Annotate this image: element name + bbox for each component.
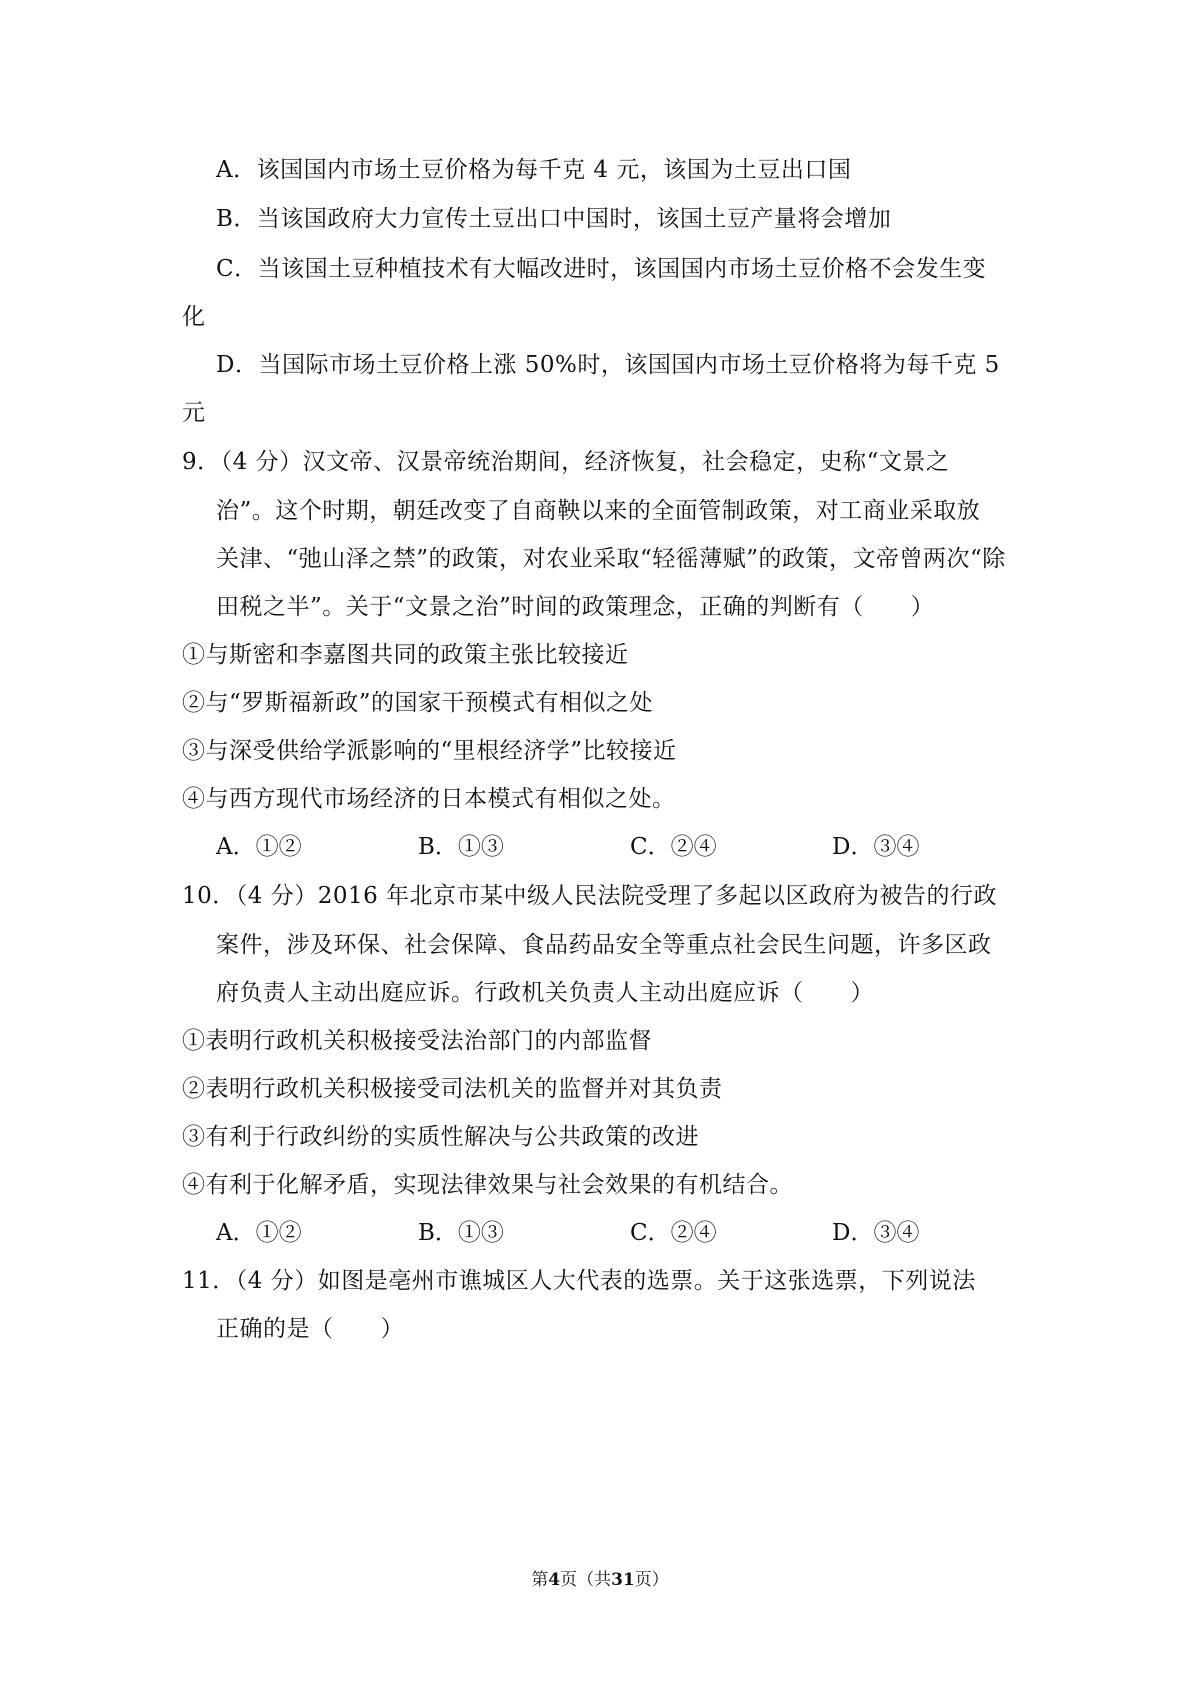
q10-stem-line3: 府负责人主动出庭应诉。行政机关负责人主动出庭应诉（ ）: [216, 980, 874, 1006]
q8-option-c-line2: 化: [182, 304, 206, 330]
q10-choice-b: B．①③: [418, 1220, 504, 1246]
page-footer: [0, 1568, 1200, 1592]
q9-choice-c: C．②④: [630, 834, 717, 860]
footer-prefix: 第: [531, 1570, 549, 1590]
q9-stem-line2: 治”。这个时期，朝廷改变了自商鞅以来的全面管制政策，对工商业采取放: [216, 498, 981, 524]
q10-choice-a: A．①②: [216, 1220, 302, 1246]
q8-option-b: B．当该国政府大力宣传土豆出口中国时，该国土豆产量将会增加: [216, 206, 892, 232]
q11-stem-line1: 11．（4 分）如图是亳州市谯城区人大代表的选票。关于这张选票，下列说法: [182, 1268, 976, 1294]
q10-item-1: ①表明行政机关积极接受法治部门的内部监督: [182, 1028, 652, 1054]
q8-option-a: A．该国国内市场土豆价格为每千克 4 元，该国为土豆出口国: [216, 157, 852, 183]
footer-middle: 页（共: [560, 1570, 612, 1590]
footer-page-number: 4: [548, 1570, 561, 1590]
q9-item-3: ③与深受供给学派影响的“里根经济学”比较接近: [182, 738, 677, 764]
q10-stem-line1: 10．（4 分）2016 年北京市某中级人民法院受理了多起以区政府为被告的行政: [182, 883, 998, 909]
footer-total-pages: 31: [611, 1570, 635, 1590]
q10-choice-d: D．③④: [832, 1220, 920, 1246]
q9-choice-d: D．③④: [832, 834, 920, 860]
q10-item-3: ③有利于行政纠纷的实质性解决与公共政策的改进: [182, 1124, 699, 1150]
q9-stem-line3: 关津、“弛山泽之禁”的政策，对农业采取“轻徭薄赋”的政策，文帝曾两次“除: [216, 546, 1006, 572]
q8-option-d-line2: 元: [182, 400, 206, 426]
q9-choice-a: A．①②: [216, 834, 302, 860]
q9-stem-line1: 9．（4 分）汉文帝、汉景帝统治期间，经济恢复，社会稳定，史称“文景之: [182, 449, 950, 475]
q9-item-1: ①与斯密和李嘉图共同的政策主张比较接近: [182, 642, 629, 668]
q8-option-c-line1: C．当该国土豆种植技术有大幅改进时，该国国内市场土豆价格不会发生变: [216, 256, 987, 282]
footer-suffix: 页）: [634, 1570, 669, 1590]
q10-stem-line2: 案件，涉及环保、社会保障、食品药品安全等重点社会民生问题，许多区政: [216, 932, 992, 958]
q10-choice-c: C．②④: [630, 1220, 717, 1246]
q10-item-4: ④有利于化解矛盾，实现法律效果与社会效果的有机结合。: [182, 1172, 793, 1198]
q9-item-4: ④与西方现代市场经济的日本模式有相似之处。: [182, 786, 676, 812]
q11-stem-line2: 正确的是（ ）: [216, 1316, 404, 1342]
q9-stem-line4: 田税之半”。关于“文景之治”时间的政策理念，正确的判断有（ ）: [216, 594, 935, 620]
q8-option-d-line1: D．当国际市场土豆价格上涨 50%时，该国国内市场土豆价格将为每千克 5: [216, 352, 1000, 378]
q9-choice-b: B．①③: [418, 834, 504, 860]
q10-item-2: ②表明行政机关积极接受司法机关的监督并对其负责: [182, 1076, 723, 1102]
q9-item-2: ②与“罗斯福新政”的国家干预模式有相似之处: [182, 690, 654, 716]
